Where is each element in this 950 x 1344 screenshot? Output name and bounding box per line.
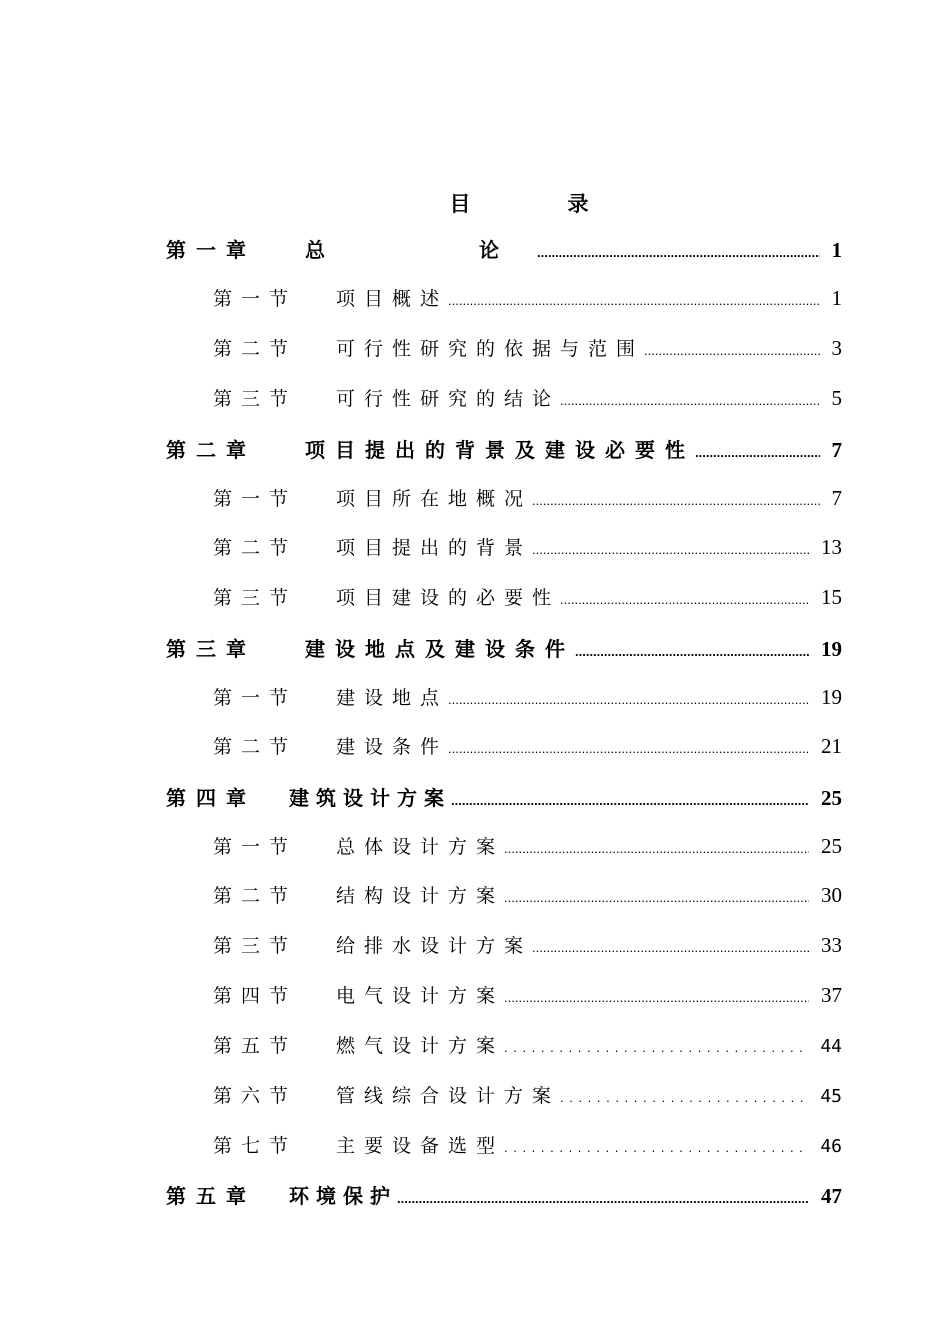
toc-title: 可行性研究的依据与范围 [336, 338, 645, 360]
toc-leader [532, 493, 819, 508]
toc-page-number: 47 [821, 1184, 842, 1208]
toc-label: 第四章 [166, 786, 256, 810]
toc-label: 第二节 [213, 736, 298, 758]
toc-section-1-3[interactable] [213, 384, 842, 414]
toc-chapter-1[interactable] [166, 234, 842, 264]
toc-label: 第三章 [166, 637, 256, 661]
toc-page-number: 3 [831, 336, 842, 360]
toc-chapter-5[interactable] [166, 1180, 842, 1210]
toc-title: 建设条件 [336, 736, 449, 758]
toc-title: 总 论 [305, 238, 537, 262]
toc-leader [537, 245, 820, 260]
toc-page-number: 15 [821, 585, 842, 609]
toc-section-2-1[interactable] [213, 484, 842, 514]
toc-label: 第一节 [213, 687, 298, 709]
toc-leader [448, 692, 809, 707]
toc-label: 第四节 [213, 985, 298, 1007]
toc-leader [448, 293, 819, 308]
toc-page-number: 45 [820, 1086, 842, 1107]
toc-section-4-6[interactable] [213, 1081, 842, 1111]
toc-page-number: 1 [831, 238, 842, 262]
toc-label: 第三节 [213, 587, 298, 609]
toc-leader [504, 1040, 808, 1055]
toc-title: 总体设计方案 [336, 836, 505, 858]
toc-label: 第二章 [166, 438, 256, 462]
toc-section-1-1[interactable] [213, 284, 842, 314]
toc-leader [397, 1191, 809, 1206]
toc-title: 给排水设计方案 [336, 935, 533, 957]
toc-label: 第一节 [213, 288, 298, 310]
toc-page-number: 19 [821, 637, 842, 661]
toc-label: 第二节 [213, 885, 298, 907]
toc-section-2-2[interactable] [213, 533, 842, 563]
toc-title: 电气设计方案 [336, 985, 505, 1007]
toc-page-number: 13 [821, 535, 842, 559]
toc-page-number: 5 [831, 386, 842, 410]
toc-chapter-3[interactable] [166, 633, 842, 663]
toc-title: 燃气设计方案 [336, 1035, 505, 1057]
toc-title: 建筑设计方案 [289, 786, 451, 810]
toc-leader [532, 940, 809, 955]
toc-title: 项目提出的背景 [336, 537, 533, 559]
toc-label: 第三节 [213, 388, 298, 410]
toc-section-1-2[interactable] [213, 334, 842, 364]
toc-leader [695, 445, 820, 460]
toc-title: 建设地点及建设条件 [305, 637, 575, 661]
toc-label: 第七节 [213, 1135, 298, 1157]
toc-title: 结构设计方案 [336, 885, 505, 907]
toc-label: 第一章 [166, 238, 256, 262]
toc-leader [560, 1090, 808, 1105]
toc-label: 第六节 [213, 1085, 298, 1107]
toc-section-4-4[interactable] [213, 981, 842, 1011]
toc-leader [560, 393, 819, 408]
toc-section-2-3[interactable] [213, 583, 842, 613]
toc-leader [448, 741, 809, 756]
toc-page-number: 37 [821, 983, 842, 1007]
toc-title: 建设地点 [336, 687, 449, 709]
toc-leader [532, 542, 809, 557]
toc-page-number: 7 [831, 486, 842, 510]
toc-page-number: 25 [821, 786, 842, 810]
toc-chapter-4[interactable] [166, 782, 842, 812]
toc-title: 主要设备选型 [336, 1135, 505, 1157]
page-title: 目 录 [449, 192, 627, 216]
toc-title: 可行性研究的结论 [336, 388, 561, 410]
toc-chapter-2[interactable] [166, 434, 842, 464]
toc-section-4-1[interactable] [213, 832, 842, 862]
toc-leader [504, 890, 809, 905]
toc-title: 管线综合设计方案 [336, 1085, 561, 1107]
toc-page-number: 1 [831, 286, 842, 310]
toc-page-number: 44 [820, 1036, 842, 1057]
toc-title: 项目提出的背景及建设必要性 [305, 438, 695, 462]
toc-page-number: 19 [821, 685, 842, 709]
toc-leader [504, 1140, 808, 1155]
toc-section-4-3[interactable] [213, 931, 842, 961]
toc-section-4-7[interactable] [213, 1131, 842, 1161]
toc-title: 项目所在地概况 [336, 488, 533, 510]
toc-leader [575, 644, 809, 659]
toc-page-number: 7 [831, 438, 842, 462]
toc-title: 项目建设的必要性 [336, 587, 561, 609]
toc-section-3-1[interactable] [213, 683, 842, 713]
toc-label: 第一节 [213, 836, 298, 858]
toc-section-4-2[interactable] [213, 881, 842, 911]
toc-leader [504, 841, 809, 856]
toc-leader [560, 592, 809, 607]
toc-label: 第一节 [213, 488, 298, 510]
toc-title: 环境保护 [289, 1184, 397, 1208]
toc-leader [644, 343, 819, 358]
toc-page-number: 46 [820, 1136, 842, 1157]
toc-label: 第三节 [213, 935, 298, 957]
toc-label: 第二节 [213, 537, 298, 559]
toc-title: 项目概述 [336, 288, 449, 310]
toc-leader [451, 793, 809, 808]
toc-label: 第五节 [213, 1035, 298, 1057]
toc-label: 第二节 [213, 338, 298, 360]
toc-page-number: 21 [821, 734, 842, 758]
toc-section-4-5[interactable] [213, 1031, 842, 1061]
toc-section-3-2[interactable] [213, 732, 842, 762]
toc-page-number: 33 [821, 933, 842, 957]
toc-label: 第五章 [166, 1184, 256, 1208]
toc-page-number: 25 [821, 834, 842, 858]
toc-leader [504, 990, 809, 1005]
toc-page-number: 30 [821, 883, 842, 907]
